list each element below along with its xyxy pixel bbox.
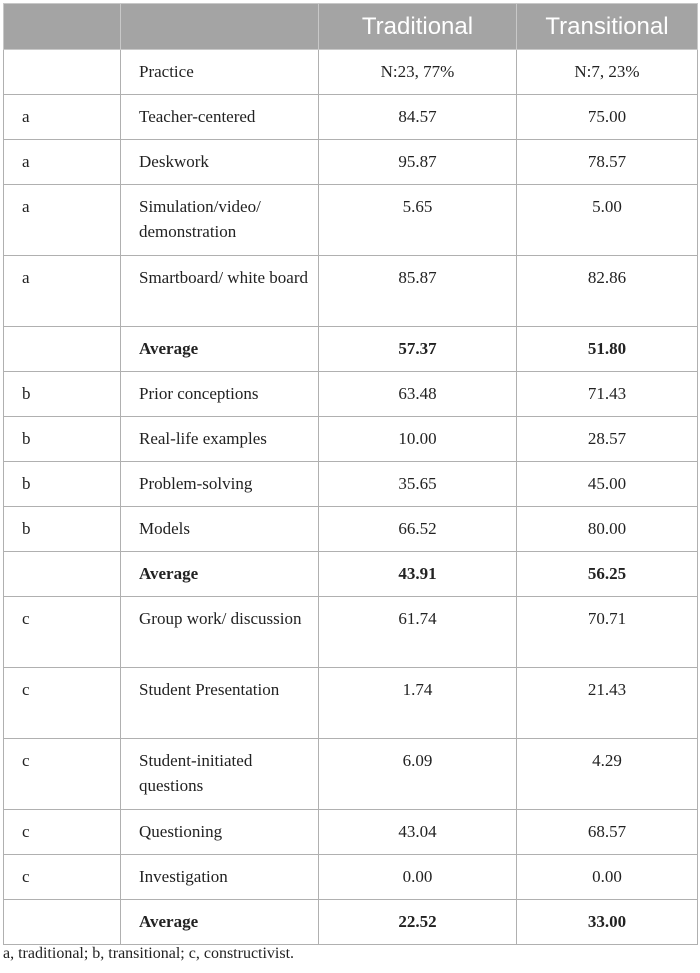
key-cell: c [4, 739, 121, 810]
key-cell: b [4, 507, 121, 552]
traditional-cell: 22.52 [319, 900, 517, 945]
practice-cell: Problem-solving [121, 462, 319, 507]
practice-cell: Models [121, 507, 319, 552]
practice-cell: Smartboard/ white board [121, 256, 319, 327]
key-cell: c [4, 855, 121, 900]
traditional-cell: 66.52 [319, 507, 517, 552]
transitional-cell: 33.00 [517, 900, 698, 945]
transitional-cell: 51.80 [517, 327, 698, 372]
average-row [4, 900, 698, 945]
table-row [4, 739, 698, 810]
table-row [4, 140, 698, 185]
practice-cell: Average [121, 327, 319, 372]
transitional-cell: 4.29 [517, 739, 698, 810]
practice-cell: Student Presentation [121, 668, 319, 739]
traditional-cell: 95.87 [319, 140, 517, 185]
table-row [4, 256, 698, 327]
table-row [4, 597, 698, 668]
key-cell: a [4, 140, 121, 185]
traditional-cell: 61.74 [319, 597, 517, 668]
traditional-cell: 6.09 [319, 739, 517, 810]
key-cell: c [4, 810, 121, 855]
transitional-cell: 75.00 [517, 95, 698, 140]
key-cell: a [4, 95, 121, 140]
practice-cell: Prior conceptions [121, 372, 319, 417]
key-cell: a [4, 256, 121, 327]
practice-cell: Real-life examples [121, 417, 319, 462]
traditional-cell: 84.57 [319, 95, 517, 140]
transitional-cell: 21.43 [517, 668, 698, 739]
practice-cell: Teacher-centered [121, 95, 319, 140]
practice-cell: Group work/ discussion [121, 597, 319, 668]
transitional-cell: 28.57 [517, 417, 698, 462]
table-row [4, 417, 698, 462]
transitional-cell: 5.00 [517, 185, 698, 256]
traditional-cell: 85.87 [319, 256, 517, 327]
traditional-cell: 0.00 [319, 855, 517, 900]
traditional-cell: 43.04 [319, 810, 517, 855]
table-row [4, 95, 698, 140]
header-practice [121, 4, 319, 50]
subheader-practice: Practice [121, 50, 319, 95]
key-cell [4, 900, 121, 945]
practice-cell: Average [121, 552, 319, 597]
practices-table [3, 3, 698, 945]
practice-cell: Average [121, 900, 319, 945]
subheader-row [4, 50, 698, 95]
transitional-cell: 68.57 [517, 810, 698, 855]
key-cell: c [4, 597, 121, 668]
transitional-cell: 82.86 [517, 256, 698, 327]
practice-cell: Investigation [121, 855, 319, 900]
header-transitional: Transitional [517, 4, 698, 50]
average-row [4, 552, 698, 597]
traditional-cell: 1.74 [319, 668, 517, 739]
traditional-cell: 43.91 [319, 552, 517, 597]
table-row [4, 668, 698, 739]
table-footnote: a, traditional; b, transitional; c, constructivist. [3, 945, 295, 962]
key-cell: b [4, 372, 121, 417]
key-cell [4, 327, 121, 372]
transitional-cell: 0.00 [517, 855, 698, 900]
table-row [4, 462, 698, 507]
key-cell: b [4, 462, 121, 507]
practice-cell: Questioning [121, 810, 319, 855]
header-traditional: Traditional [319, 4, 517, 50]
key-cell: c [4, 668, 121, 739]
table-row [4, 507, 698, 552]
practice-cell: Deskwork [121, 140, 319, 185]
transitional-cell: 78.57 [517, 140, 698, 185]
key-cell: a [4, 185, 121, 256]
subheader-transitional-n: N:7, 23% [517, 50, 698, 95]
table-row [4, 185, 698, 256]
transitional-cell: 80.00 [517, 507, 698, 552]
traditional-cell: 57.37 [319, 327, 517, 372]
traditional-cell: 63.48 [319, 372, 517, 417]
practice-cell: Student-initiated questions [121, 739, 319, 810]
traditional-cell: 10.00 [319, 417, 517, 462]
table-row [4, 810, 698, 855]
table-row [4, 372, 698, 417]
transitional-cell: 70.71 [517, 597, 698, 668]
traditional-cell: 35.65 [319, 462, 517, 507]
subheader-traditional-n: N:23, 77% [319, 50, 517, 95]
subheader-key [4, 50, 121, 95]
key-cell: b [4, 417, 121, 462]
practice-cell: Simulation/video/ demonstration [121, 185, 319, 256]
header-key [4, 4, 121, 50]
header-row [4, 4, 698, 50]
table-row [4, 855, 698, 900]
key-cell [4, 552, 121, 597]
average-row [4, 327, 698, 372]
traditional-cell: 5.65 [319, 185, 517, 256]
transitional-cell: 56.25 [517, 552, 698, 597]
transitional-cell: 71.43 [517, 372, 698, 417]
transitional-cell: 45.00 [517, 462, 698, 507]
